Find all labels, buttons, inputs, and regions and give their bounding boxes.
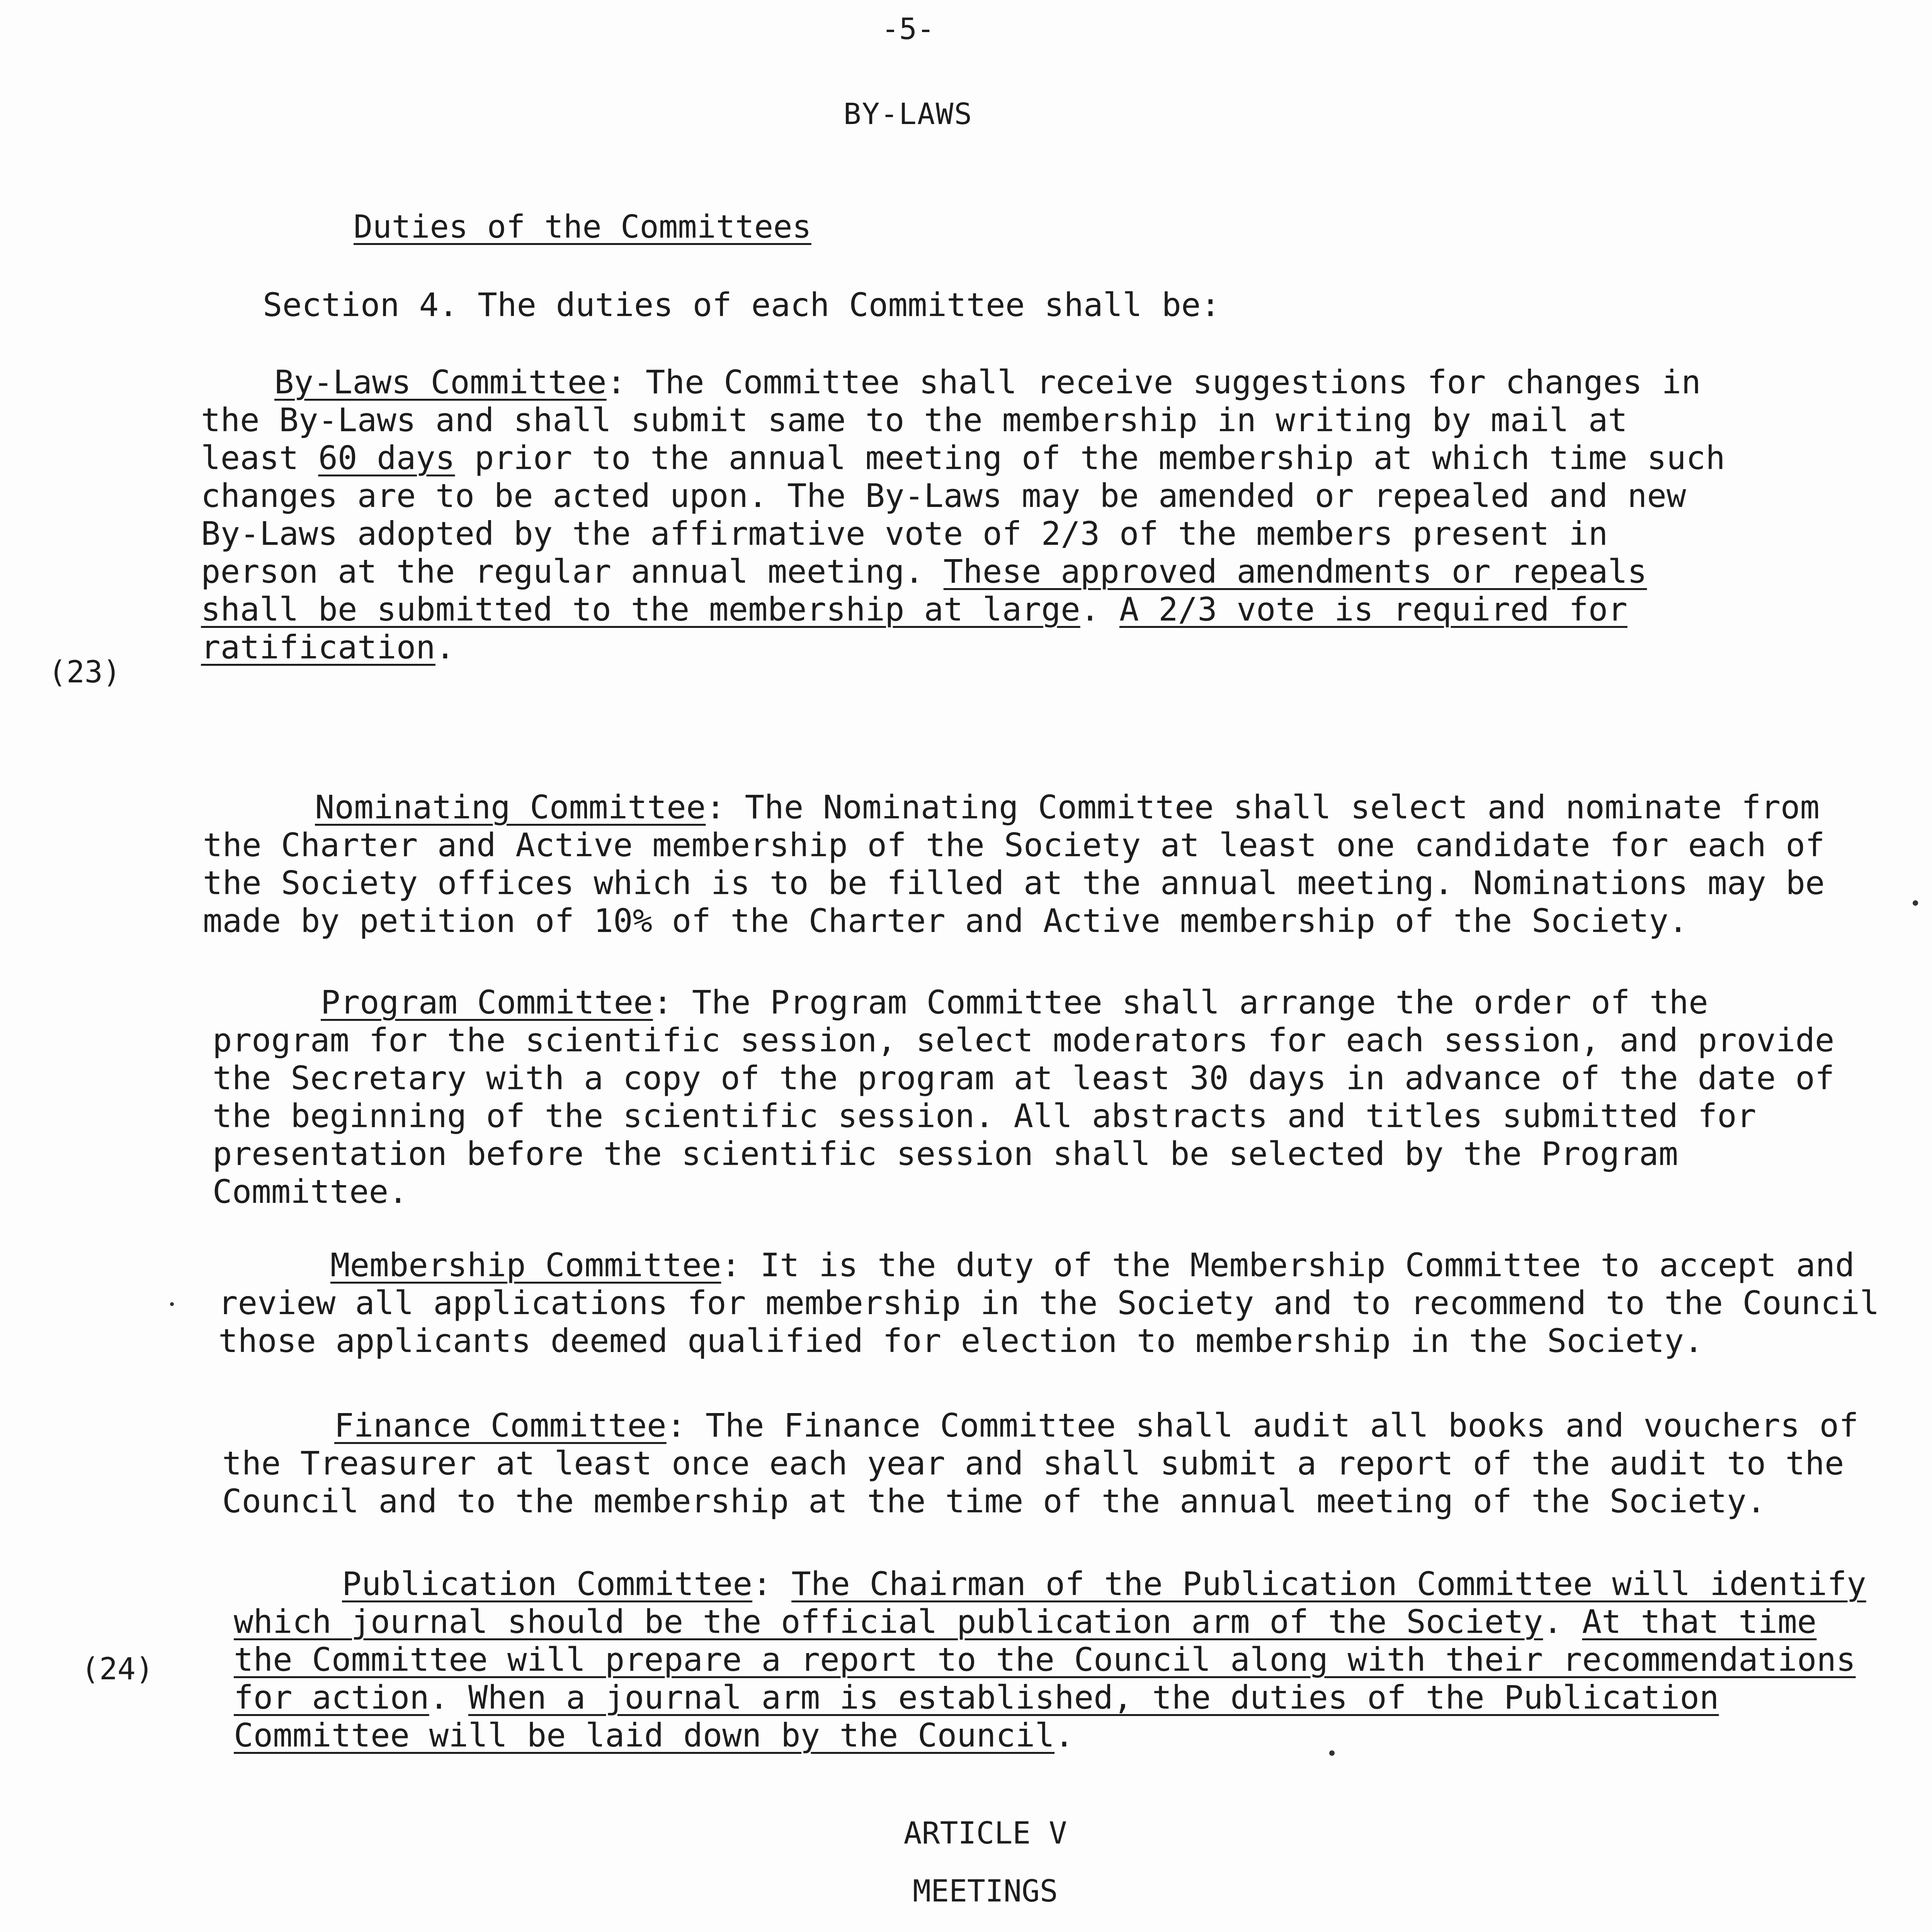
finance-committee-heading: Finance Committee: [334, 1406, 667, 1444]
sixty-days: 60 days: [318, 439, 455, 477]
publication-committee-heading: Publication Committee: [342, 1565, 753, 1603]
bylaws-committee-paragraph: By-Laws Committee: The Committee shall receive suggestions for changes in the By-Laws and shall submit same to the membership in writing by mail at least 60 days prior to the annual meeting of the membership at which time such changes are to be acted upon. The By-Laws may be amended or repealed and new By-Laws adopted by the affirmative vote of 2/3 of the members present in person at the regular annual meeting. These approved amendments or repeals shall be submitted to the membership at large. A 2/3 vote is required for ratification.: [201, 363, 1725, 666]
scan-speck: [170, 1302, 174, 1306]
scan-speck: [1329, 1750, 1335, 1756]
finance-committee-paragraph: Finance Committee: The Finance Committee shall audit all books and vouchers of the Treasurer at least once each year and shall submit a report of the audit to the Council and to the membership at the time of the annual meeting of the Society.: [222, 1406, 1859, 1520]
scan-speck: [1913, 900, 1918, 906]
publication-committee-paragraph: Publication Committee: The Chairman of the Publication Committee will identify which journal should be the official publication arm of the Society. At that time the Committee will prepare a report to the Council along with their recommendations for action. When a journal arm is established, the duties of the Publication Committee will be laid down by the Council.: [234, 1565, 1866, 1754]
program-committee-paragraph: Program Committee: The Program Committee shall arrange the order of the program for the scientific session, select moderators for each session, and provide the Secretary with a copy of the program at least 30 days in advance of the date of the beginning of the scientific session. All abstracts and titles submitted for presentation before the scientific session shall be selected by the Program Committee.: [213, 983, 1835, 1211]
section-4-intro: Section 4. The duties of each Committee shall be:: [263, 286, 1221, 324]
vote-underlined: A 2/3 vote is required for ratification: [201, 590, 1628, 666]
document-title: BY-LAWS: [843, 97, 973, 131]
article-heading: ARTICLE V: [903, 1816, 1067, 1851]
nominating-committee-heading: Nominating Committee: [315, 788, 706, 826]
page-number: -5-: [881, 12, 935, 46]
margin-note-23: (23): [48, 655, 121, 690]
amendments-underlined: These approved amendments or repeals shall be submitted to the membership at large: [201, 553, 1647, 628]
membership-committee-heading: Membership Committee: [330, 1246, 721, 1284]
program-committee-heading: Program Committee: [321, 983, 653, 1021]
margin-note-24: (24): [81, 1652, 154, 1687]
meetings-heading: MEETINGS: [913, 1874, 1058, 1909]
nominating-committee-paragraph: Nominating Committee: The Nominating Committee shall select and nominate from the Charter and Active membership of the Society at least one candidate for each of the Society offices which is to be filled at the annual meeting. Nominations may be made by petition of 10% of the Charter and Active membership of the Society.: [203, 788, 1825, 940]
bylaws-committee-heading: By-Laws Committee: [274, 363, 607, 401]
membership-committee-paragraph: Membership Committee: It is the duty of the Membership Committee to accept and review all applications for membership in the Society and to recommend to the Council those applicants deemed qualified for election to membership in the Society.: [218, 1246, 1879, 1360]
duties-heading: Duties of the Committees: [354, 209, 811, 245]
